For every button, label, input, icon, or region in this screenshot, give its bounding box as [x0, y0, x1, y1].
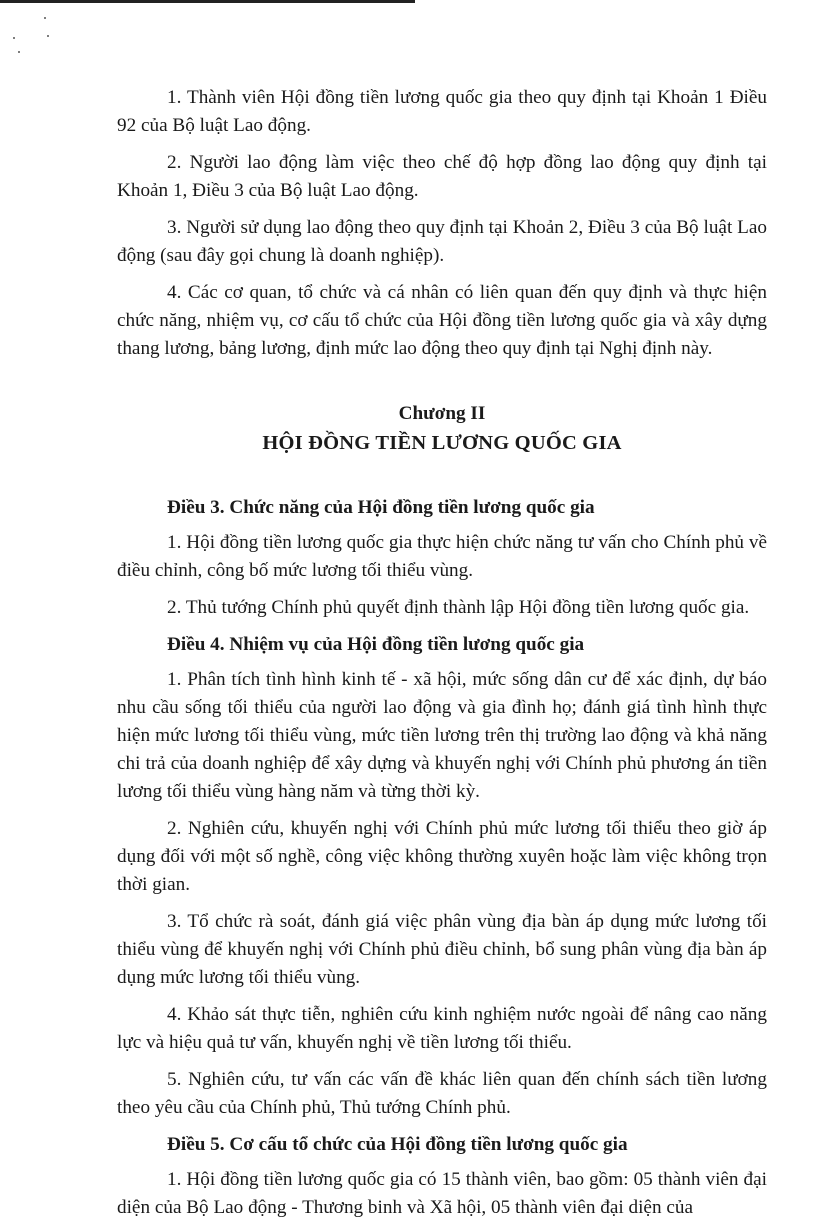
- scan-speck: [47, 35, 49, 37]
- article-5-item-1: 1. Hội đồng tiền lương quốc gia có 15 thành viên, bao gồm: 05 thành viên đại diện của Bộ Lao động - Thương binh và Xã hội, 05 thành viên đại diện của: [117, 1169, 767, 1218]
- intro-item-1: 1. Thành viên Hội đồng tiền lương quốc gia theo quy định tại Khoản 1 Điều 92 của Bộ luật Lao động.: [117, 87, 767, 136]
- article-3-item-1: 1. Hội đồng tiền lương quốc gia thực hiện chức năng tư vấn cho Chính phủ về điều chỉnh, công bố mức lương tối thiểu vùng.: [117, 532, 767, 581]
- intro-list: [117, 84, 767, 363]
- scan-speck: [18, 51, 20, 53]
- scan-speck: [44, 17, 46, 19]
- article-5: [117, 1131, 767, 1222]
- top-border-line: [0, 0, 415, 3]
- article-4-heading: Điều 4. Nhiệm vụ của Hội đồng tiền lương quốc gia: [167, 634, 585, 655]
- article-5-heading: Điều 5. Cơ cấu tổ chức của Hội đồng tiền lương quốc gia: [167, 1134, 628, 1155]
- intro-item-3: 3. Người sử dụng lao động theo quy định tại Khoản 2, Điều 3 của Bộ luật Lao động (sau đây gọi chung là doanh nghiệp).: [117, 217, 767, 266]
- article-4-item-5: 5. Nghiên cứu, tư vấn các vấn đề khác liên quan đến chính sách tiền lương theo yêu cầu của Chính phủ, Thủ tướng Chính phủ.: [117, 1069, 767, 1118]
- article-4-item-4: 4. Khảo sát thực tiễn, nghiên cứu kinh nghiệm nước ngoài để nâng cao năng lực và hiệu quả tư vấn, khuyến nghị về tiền lương tối thiểu.: [117, 1004, 767, 1053]
- document-page: [117, 84, 767, 1231]
- article-4-item-3: 3. Tổ chức rà soát, đánh giá việc phân vùng địa bàn áp dụng mức lương tối thiểu vùng để khuyến nghị với Chính phủ điều chỉnh, bổ sung phân vùng địa bàn áp dụng mức lương tối thiểu vùng.: [117, 911, 767, 988]
- chapter-heading: [117, 400, 767, 458]
- article-3-heading: Điều 3. Chức năng của Hội đồng tiền lương quốc gia: [167, 497, 595, 518]
- chapter-title: HỘI ĐỒNG TIỀN LƯƠNG QUỐC GIA: [262, 432, 622, 454]
- intro-item-2: 2. Người lao động làm việc theo chế độ hợp đồng lao động quy định tại Khoản 1, Điều 3 của Bộ luật Lao động.: [117, 152, 767, 201]
- article-4-item-2: 2. Nghiên cứu, khuyến nghị với Chính phủ mức lương tối thiểu theo giờ áp dụng đối với một số nghề, công việc không thường xuyên hoặc làm việc không trọn thời gian.: [117, 818, 767, 895]
- article-4: [117, 631, 767, 1122]
- intro-item-4: 4. Các cơ quan, tổ chức và cá nhân có liên quan đến quy định và thực hiện chức năng, nhiệm vụ, cơ cấu tổ chức của Hội đồng tiền lương quốc gia và xây dựng thang lương, bảng lương, định mức lao động theo quy định tại Nghị định này.: [117, 282, 767, 359]
- article-4-item-1: 1. Phân tích tình hình kinh tế - xã hội, mức sống dân cư để xác định, dự báo nhu cầu sống tối thiểu của người lao động và gia đình họ; đánh giá tình hình thực hiện mức lương tối thiểu vùng, mức tiền lương trên thị trường lao động và khả năng chi trả của doanh nghiệp để xây dựng và khuyến nghị với Chính phủ phương án tiền lương tối thiểu vùng hàng năm và từng thời kỳ.: [117, 669, 767, 802]
- scan-speck: [13, 37, 15, 39]
- article-3-item-2: 2. Thủ tướng Chính phủ quyết định thành lập Hội đồng tiền lương quốc gia.: [167, 597, 750, 618]
- article-3: [117, 494, 767, 622]
- chapter-number: Chương II: [398, 403, 486, 424]
